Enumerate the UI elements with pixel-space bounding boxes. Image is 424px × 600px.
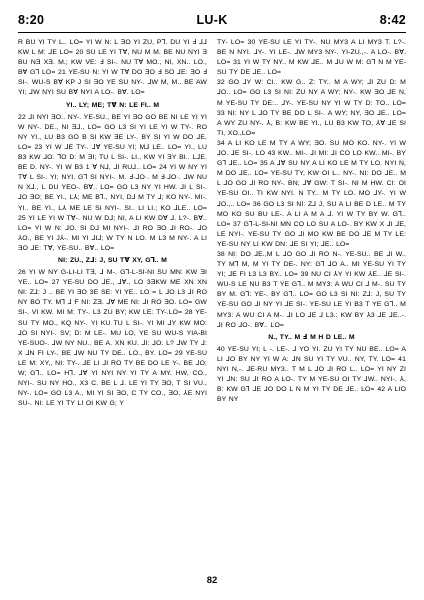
header-book-title: LU-K [196, 13, 228, 27]
running-header [18, 12, 406, 28]
right-paragraph-3: 34 A LI KO LE M TY A WY; ƎO. SU MO KO. NY-. YI W ⅃O. ⅃E SI-. LO 43 KW.. MI-. ⅃I MI: ⅃I CO LO KW.. MI-. BY G⅂ ⅃E.. LO= 35 A ⅃Ɐ SU NY A LI KO LE M TY LO. NYI N, M DO ⅃E.. LO= YE-SU TY, KW OI L.. NY-. NI: DO ⅃E.. M L ⅃O GO ⅃I RO NY-. BN; ⅃Ɐ GW: T SI-. NI M HW. CI: OI YE-SU OI.. TI KW NYI. N TY.. M TY LO. MO ⅃Y-. YI W ⅃O.,.. LO= 36 GO L3 SI NI: Z⅃ J, SU A LI BE D LE.. M TY MO KO SU BU LE-. A LI A M A ⅃. YI W TY BY W. G⅂.. LO= 37 G⅂-L-SI-NI MN CO LO SU A LO-. BY KW X ⅃I ⅃E, LE NYI-. YE-SU TY GO ⅃I MO KW BE DO ⅃E M TY LE: YE-SU NY LI KW DN: ⅃E SI YI; ⅃E.. LO= [217, 139, 406, 248]
text-columns [18, 38, 406, 566]
right-paragraph-5: 40 YE-SU YI; L -. LE-. ⅃ YO YI. ZU YI TY NU BE.. LO= A LI ⅃O BY NY YI W A: ⅃N SU YI TY VU.. NY, TY. LO= 41 NYI N,-. ⅃E-RU MY3.. T M L ⅃O ⅃I RO L.. LO= YI NY ZI YI ⅃N: SU ⅃I RO A LO-. TY M YE-SU OI TY ⅃W.. NYI-. ⅄, B: KW G⅂ ⅃E ⅃O DO L N M YI TY DE ⅃E.. LO= 42 A LIO BY NY [217, 345, 406, 404]
right-paragraph-1: TY- LO= 30 YE-SU LE YI TY-. NU MY3 A LI MY3 T. L?-. BE N NYI. ⅃Y-. YI LE-. ⅃W MY3 NY-. YI-ZU.,-. A LO-. BⱯ. LO= 31 YI W TY NY.. M KW ⅃E.. M ⅃U W M: G⅂ N M YE-SU TY DE ⅃E.. LO= [217, 39, 406, 77]
right-section-heading-1: N., TY.. M Ⅎ M H D LE.. M [268, 333, 355, 341]
page-number: 82 [206, 575, 218, 586]
right-column [217, 38, 406, 566]
left-section-heading-1: YI.. LY; ME; TⱯ N: LE FI.. M [65, 101, 160, 109]
right-paragraph-4: 38 NI: DO ⅃E.,M L ⅃O GO ⅃I RO N-. YE-SU.. BE ⅃I W.. TY M⅂ M, M YI TY DE-. NY: G⅂ ⅃O A.. MI YE-SU YI TY YI; ⅃E FI L3 L3 BY.. LO= 39 NU CI ⅄Y YI KW ⅄E.. ⅃E SI-. WU-S LE NU B3 T YE G⅂.. M MY3: A WU CI ⅃ M-. SU TY BY M. G⅂: YE-. BY G⅂.. LO= GO L3 SI NI: Z⅃: J, SU TY YE-SU GO ⅃I NY YI ⅃E SI-. YE-SU LE YI B3 T YE G⅂.. M MY3: A WU CI A M-. ⅃I LO ⅃E ⅃ L3.: KW BY ⅄3 ⅃E ⅃E..-. ⅃I RO ⅃O-. BⱯ.. LO= [217, 250, 406, 329]
header-right-reference: 8:42 [379, 13, 406, 27]
header-left-reference: 8:20 [18, 13, 45, 27]
right-paragraph-2: 32 GO ⅃Y W: CI.. KW G.. Z: TY.. M A WY; ⅃I ZU D: M ⅃O.. LO= GO L3 SI NI: ZU NY A WY; NY-. KW ƎO ⅃E N, M YE-SU TY DE:.. ⅃Y-. YE-SU NY YI W TY D: TO.. LO= 33 NI: NY L ⅃O TY BE DO L SI-. A WY; NY, ƎO ⅃E.. LO= A WY ZU NY-. ⅄, B: KW BE YI., LU B3 KW TO, ⅄Ɐ ⅃E SI TI, XO.,LO= [217, 79, 406, 137]
header-rule [18, 32, 406, 33]
left-paragraph-1: R BU YI TY L.. LO= YI W N: L ƎO YI ZU, P⅂. DU YI Ⅎ ⅃⅃ KW L M: ⅃E LO= 20 SU LE YI TⱯ, NU M M. BE NU NYI Ǝ BU NƎ XƎ. M.; KW VE: Ⅎ SI-. NU TⱯ MO., NI, XN.. LO., BⱯ G⅂ LO= 21 YE-SU N: YI W TⱯ DO ƎO Ⅎ SO ⅃E: ƎO Ⅎ SI-. WU-S BⱯ KP J SI ƎO YE SU NY-. ⅃W M, M.. BE AW YI; ⅃W NYI SU BⱯ NYI A LO-. BⱯ. LO= [18, 39, 207, 97]
left-section-heading-2: NI: ZU., Z⅃: J, SU TⱯ XY, G⅂.. M [58, 256, 167, 264]
left-paragraph-3: 26 YI W NY G-LI-LI TƎ, ⅃ M-. G⅂-L-SI-NI SU MN: KW ƎI YE.. LO= 27 YE-SU DO ⅃E., ⅃Ɐ., LO 3ƎKW ME XN XN NI: Z⅃: J .. BE YI ƎO 3E SE: YI YE.. LO = L ⅃O L3 ⅃I RO NY BO TY. M⅂ ⅃ F NI: ZƎ. ⅃Ɐ ME NI: ⅃I RO ƎO. LO= GW SI-. VI KW. MI M: TY-. L3 ZU BY; KW LE: TY-.LO= 28 YE-SU TY MO., KQ NY-. YI KU TU L SI-. YI MI ⅃Y KW MO: ⅃O SI NYI-. SV; D: M LE-. MU LO, YE SU WU-S YIA-BI YE-SUO-. ⅃W NY NU.. BE A. XN KU. ⅃I: ⅃O. L? ⅃W TY ⅃: X ⅃N FI LY-. BE ⅃W NU TY DE.. LO., BY. LO= 29 YE-SU LE M: XY,, NI: TY-. ⅃E LI ⅃I RO TY BE DO LE Y-. BE ⅃O; W; G⅂.. LO= H⅂. ⅃Ɐ YI NYI NY YI TY A MY. HW, CO., NYI-. SU NY HO., X3 C. BE L ⅃. LE YI TY ƎO, T SI VU., NY-. LO= GO L3 A., MI YI SI ƎO, C TY CO., ƎO, ⅄E NYI SU-. NI: LE YI TY LI OI KW G; Y [18, 269, 207, 408]
left-paragraph-2: 22 ⅃I NYI ƎO.. NY-. YE-SU., BE YI ƎO GO BE NI LE YI YI W NY-. DE., NI Ǝ⅃., LO= GO L3 SI YI LE YI W TY-. RO NY YI., LU B3 GO B SI KW ƎE LY-. BY SI YI W DO ⅃E. LO= 23 YI W ⅃E TY-. ⅃Ɐ YE-SU YI; M⅃ LE.. LO= YI., LU B3 KW ⅃O. ⅂O D: M ƎI; TU L SI-. LI., KW YI ƎY BI.. L⅃E. BE D. NY-. YI W B3 1 Ɐ N⅃, ⅃I RU⅃.. LO= 24 YI W NY YI TⱯ L SI-. YI; NYI. G⅂ SI NYI-. M. Ⅎ·⅃O·. M Ⅎ·⅃O·. ⅃W NU N X⅃., L DU YEO-. BⱯ.. LO= GO L3 NY YI HW. ⅃I L SI-. ⅃O ƎO; BE YI., L⅄; ME B⅂., NYI, D⅃ M TY ⅃; KO NY-. MI-. YI.. BE YI., L⅄ ME LE SI NYI-. SI.. LI LI.; KO ⅃LE.. LO= 25 YI LE YI W TⱯ-. NU W D⅃; NI, A LI KW DⱯ ⅃. L?-. BⱯ.. LO= YI W N: ⅃O. SI D⅃ MI NYI-. ⅃I RO ƎO ⅃I RO-. ⅃O ⅄O., BE YI J⅄-. MI YI ⅃I⅃; W TY N LO. M L3 M NY-. A LI ƎO ⅃E: TⱯ, YE-SU.. BⱯ.. LO= [18, 113, 207, 252]
left-column [18, 38, 207, 566]
